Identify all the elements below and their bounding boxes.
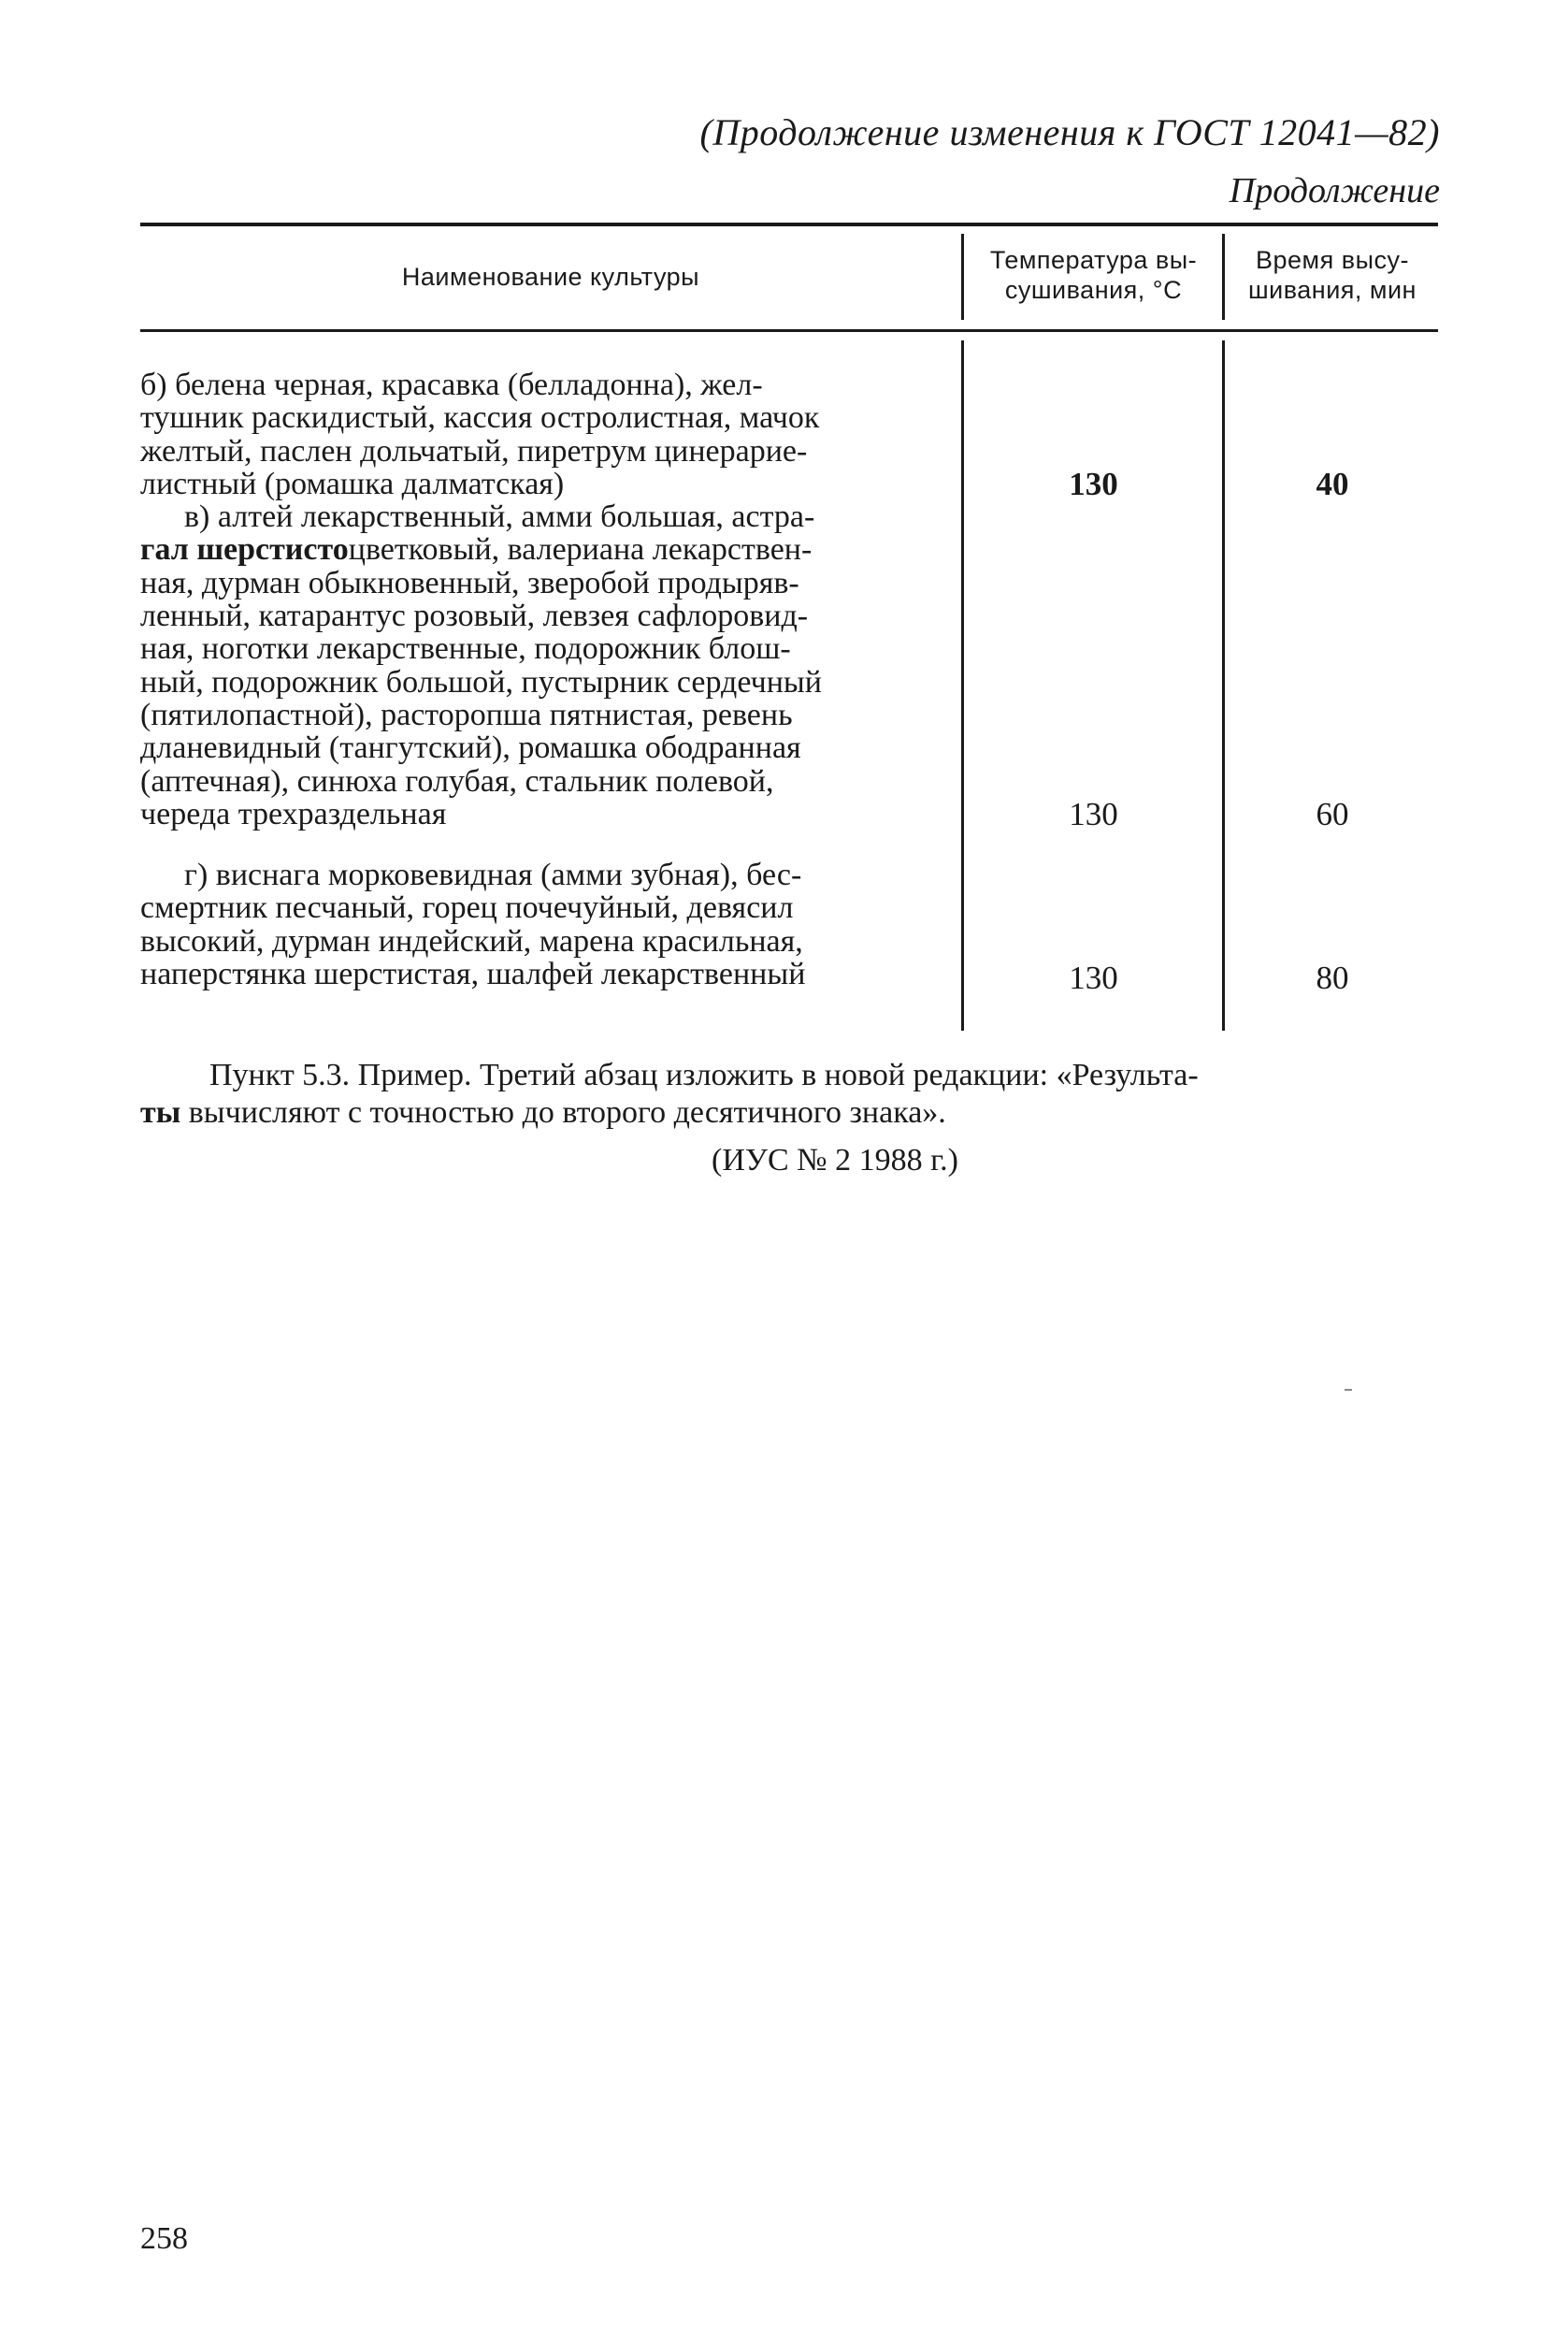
text-line: ная, ноготки лекарственные, подорожник блош- bbox=[140, 631, 791, 667]
time-value: 80 bbox=[1316, 960, 1349, 996]
column-divider bbox=[1222, 340, 1225, 1031]
bold-fragment: гал шерстисто bbox=[140, 532, 349, 568]
amendment-paragraph bbox=[140, 1057, 1436, 1132]
paragraph-line: Пункт 5.3. Пример. Третий абзац изложить в новой редакции: «Результа- bbox=[209, 1058, 1199, 1092]
text-line: листный (ромашка далматская) bbox=[140, 466, 565, 501]
temperature-value: 130 bbox=[1069, 796, 1118, 832]
column-header-culture: Наименование культуры bbox=[401, 263, 700, 291]
text-fragment: цветковый, валериана лекарствен- bbox=[348, 532, 813, 568]
text-line: ная, дурман обыкновенный, зверобой продыряв- bbox=[140, 565, 799, 600]
text-line: (аптечная), синюха голубая, стальник полевой, bbox=[140, 763, 774, 799]
column-divider bbox=[961, 340, 964, 1031]
text-line: б) белена черная, красавка (белладонна), жел- bbox=[140, 368, 763, 402]
culture-list-g bbox=[140, 859, 941, 990]
text-line: тушник раскидистый, кассия остролистная, мачок bbox=[140, 400, 820, 436]
text-line bbox=[140, 533, 941, 566]
bold-fragment: ты bbox=[140, 1095, 181, 1130]
paragraph-line: вычисляют с точностью до второго десятичного знака». bbox=[180, 1095, 946, 1130]
text-line: смертник песчаный, горец почечуйный, девясил bbox=[140, 890, 794, 926]
scan-mark bbox=[1345, 1389, 1352, 1391]
text-line: наперстянка шерстистая, шалфей лекарственный bbox=[140, 956, 806, 991]
time-value: 40 bbox=[1316, 466, 1349, 502]
text-line: дланевидный (тангутский), ромашка ободранная bbox=[140, 730, 801, 766]
time-value: 60 bbox=[1316, 796, 1349, 832]
text-line: высокий, дурман индейский, марена красильная, bbox=[140, 923, 803, 959]
text-line: в) алтей лекарственный, амми большая, астра- bbox=[184, 499, 815, 535]
table-header-rule bbox=[140, 329, 1438, 332]
source-reference: (ИУС № 2 1988 г.) bbox=[712, 1143, 958, 1178]
culture-list-b-v bbox=[140, 368, 941, 831]
page-number: 258 bbox=[140, 2221, 188, 2256]
column-header-time: Время высу- шивания, мин bbox=[1248, 246, 1417, 304]
text-line: желтый, паслен дольчатый, пиретрум цинерарие- bbox=[140, 433, 808, 469]
column-header-temperature: Температура вы- сушивания, °С bbox=[989, 246, 1198, 304]
text-line: г) виснага морковевидная (амми зубная), бес- bbox=[184, 858, 802, 892]
text-line: ный, подорожник большой, пустырник сердечный bbox=[140, 664, 822, 700]
text-line: (пятилопастной), расторопша пятнистая, ревень bbox=[140, 697, 793, 732]
text-line: череда трехраздельная bbox=[140, 796, 447, 831]
table-top-rule bbox=[140, 223, 1438, 226]
temperature-value: 130 bbox=[1069, 466, 1118, 502]
column-divider bbox=[1222, 234, 1225, 320]
change-header: (Продолжение изменения к ГОСТ 12041—82) bbox=[699, 111, 1440, 153]
text-line: ленный, катарантус розовый, левзея сафлоровид- bbox=[140, 599, 809, 634]
continuation-label: Продолжение bbox=[1229, 171, 1440, 210]
temperature-value: 130 bbox=[1069, 960, 1118, 996]
column-divider bbox=[961, 234, 964, 320]
